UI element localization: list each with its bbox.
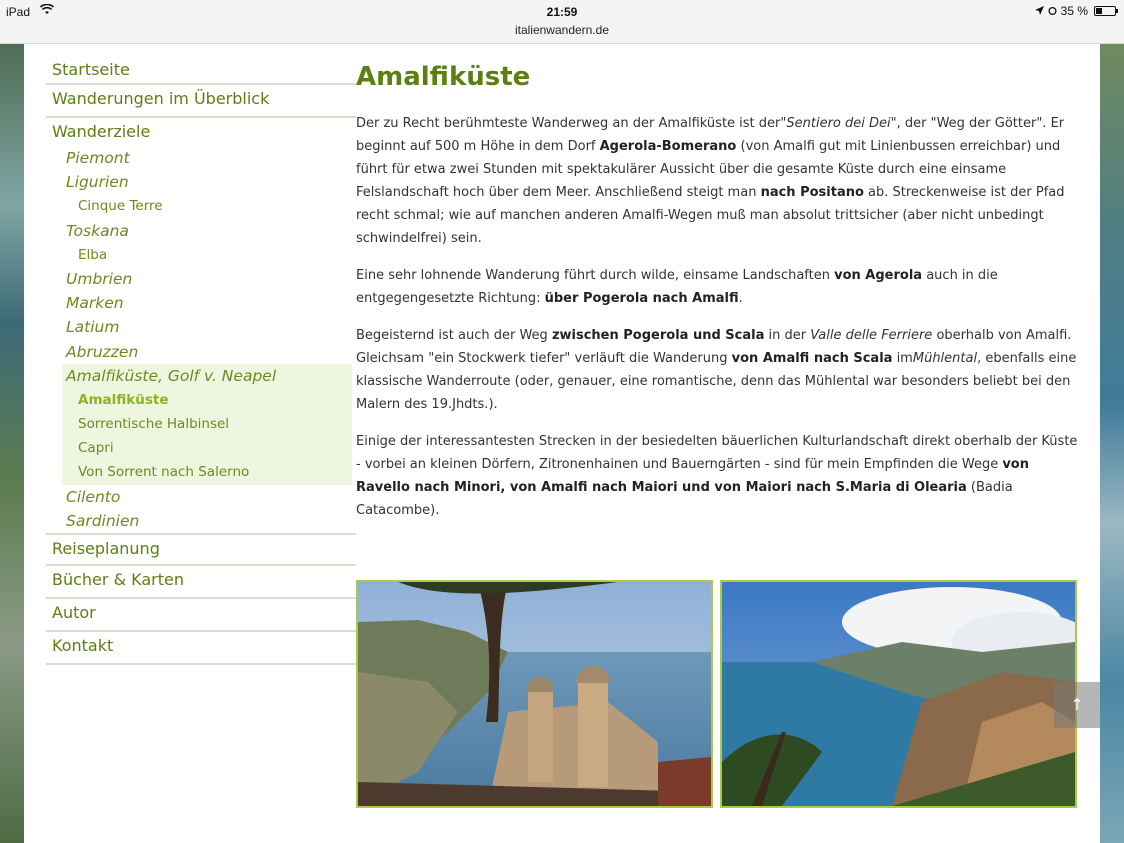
paragraph-4 [356, 430, 1080, 522]
nav-marken[interactable]: Marken [66, 294, 124, 313]
nav-sardinien[interactable]: Sardinien [66, 511, 140, 530]
photo-ravello-towers[interactable] [356, 580, 713, 808]
status-indicators [1035, 4, 1116, 18]
paragraph-2 [356, 264, 1080, 310]
nav-capri[interactable]: Capri [78, 440, 114, 457]
text-bold: über Pogerola nach Amalfi [544, 291, 739, 306]
nav-amalfikueste-active[interactable]: Amalfiküste [78, 391, 169, 408]
device-label: iPad [6, 5, 31, 19]
main-content [356, 58, 1080, 536]
nav-abruzzen[interactable]: Abruzzen [66, 342, 139, 361]
text: , ebenfalls eine klassische Wanderroute (oder, genauer, eine romantische, denn das Mühlental war besonders beliebt bei den Malern des 19.Jhdts.). [356, 351, 1077, 412]
background-scenery-right [1100, 44, 1124, 843]
text: . [738, 291, 743, 306]
nav-umbrien[interactable]: Umbrien [66, 269, 133, 288]
nav-wanderziele-submenu [46, 146, 356, 533]
nav-sorrent-salerno[interactable]: Von Sorrent nach Salerno [78, 464, 250, 481]
nav-startseite[interactable]: Startseite [46, 58, 356, 85]
nav-amalfi-golf-neapel[interactable]: Amalfiküste, Golf v. Neapel [66, 366, 277, 385]
nav-elba[interactable]: Elba [78, 246, 108, 263]
nav-cilento[interactable]: Cilento [66, 487, 121, 506]
text: im [892, 351, 913, 366]
text: Begeisternd ist auch der Weg [356, 328, 552, 343]
page-title: Amalfiküste [356, 62, 531, 92]
paragraph-1 [356, 112, 1080, 250]
text-italic: Mühlental [912, 351, 978, 366]
text: (Badia Catacombe). [356, 480, 1013, 518]
text-bold: Agerola-Bomerano [599, 139, 737, 154]
clock: 21:59 [546, 5, 578, 19]
nav-wanderziele[interactable]: Wanderziele [52, 122, 151, 141]
nav-autor[interactable]: Autor [46, 599, 356, 632]
photo-amalfi-coast[interactable] [720, 580, 1077, 808]
text: Einige der interessantesten Strecken in der besiedelten bäuerlichen Kulturlandschaft direkt oberhalb der Küste - vorbei an kleinen Dörfern, Zitronenhainen und Bauerngärten - sind für mein Empfinden die Wege [356, 434, 1078, 472]
background-scenery-left [0, 44, 24, 843]
nav-reiseplanung[interactable]: Reiseplanung [46, 533, 356, 566]
nav-piemont[interactable]: Piemont [66, 149, 130, 167]
photo-gallery [356, 580, 1080, 808]
text-italic: "Sentiero dei Dei" [780, 116, 897, 131]
alarm-icon [1048, 4, 1057, 18]
nav-ligurien[interactable]: Ligurien [66, 173, 129, 192]
nav-buecher-karten[interactable]: Bücher & Karten [46, 566, 356, 599]
text-bold: von Ravello nach Minori, von Amalfi nach Maiori und von Maiori nach S.Maria di Olearia [356, 457, 1029, 495]
url-bar[interactable]: italienwandern.de [514, 23, 610, 37]
text: oberhalb von Amalfi. Gleichsam "ein Stockwerk tiefer" verläuft die Wanderung [356, 328, 1072, 366]
nav-amalfi-group [62, 364, 352, 485]
text: ab. Streckenweise ist der Pfad recht schmal; wie auf manchen anderen Amalfi-Wegen muß man absolut trittsicher (aber nicht unbedingt schwindelfrei) sein. [356, 185, 1065, 246]
battery-percent: 35 % [1060, 4, 1088, 18]
sidebar-nav [46, 58, 356, 665]
nav-latium[interactable]: Latium [66, 318, 120, 337]
text-bold: von Amalfi nach Scala [731, 351, 893, 366]
page [24, 44, 1100, 843]
status-bar [0, 0, 1124, 44]
text: Eine sehr lohnende Wanderung führt durch wilde, einsame Landschaften [356, 268, 835, 283]
nav-wanderungen-ueberblick[interactable]: Wanderungen im Überblick [46, 85, 356, 118]
battery-icon [1094, 6, 1116, 16]
paragraph-3 [356, 324, 1080, 416]
text: , der "Weg der Götter". Er beginnt auf 500 m Höhe in dem Dorf [356, 116, 1065, 154]
nav-sorrentische-halbinsel[interactable]: Sorrentische Halbinsel [78, 416, 230, 433]
arrow-up-icon: ↑ [1070, 695, 1084, 714]
text: auch in die entgegengesetzte Richtung: [356, 268, 998, 306]
nav-cinque-terre[interactable]: Cinque Terre [78, 198, 163, 215]
text: Der zu Recht berühmteste Wanderweg an der Amalfiküste ist der [356, 116, 781, 131]
text: in der [764, 328, 811, 343]
text-italic: Valle delle Ferriere [810, 328, 933, 343]
text-bold: zwischen Pogerola und Scala [551, 328, 765, 343]
nav-toskana[interactable]: Toskana [66, 221, 129, 240]
scroll-to-top-button[interactable] [1054, 682, 1100, 728]
text: (von Amalfi gut mit Linienbussen erreichbar) und führt für etwa zwei Stunden mit spektakulärer Aussicht über die gesamte Küste durch eine einsame Felslandschaft hoch über dem Meer. Anschließend steigt man [356, 139, 1061, 200]
text-bold: nach Positano [760, 185, 864, 200]
text-bold: von Agerola [834, 268, 923, 283]
nav-kontakt[interactable]: Kontakt [46, 632, 356, 665]
location-arrow-icon [1035, 4, 1044, 18]
